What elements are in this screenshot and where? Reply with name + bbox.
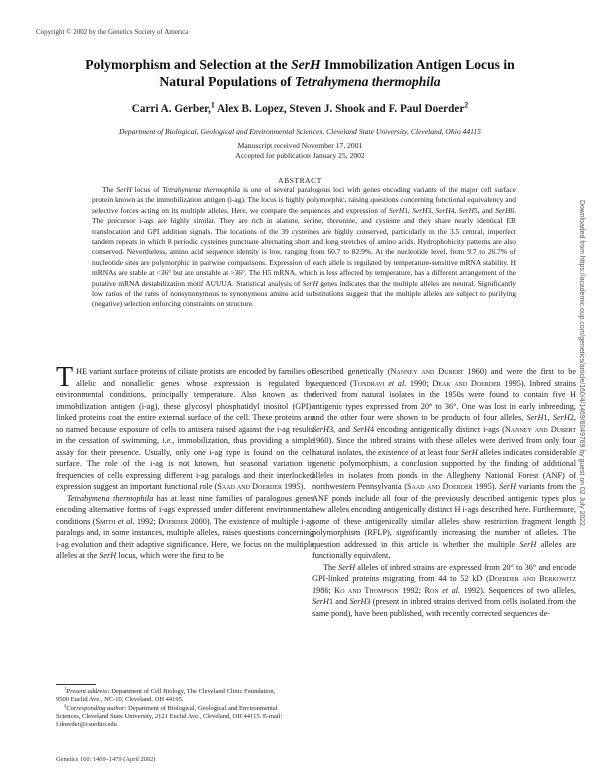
citation: Nanney and Dubert [504, 424, 576, 434]
title-text: Natural Populations of [159, 74, 295, 89]
body-text: HE variant surface proteins of ciliate protists are encoded by families of allelic and nonallelic genes whose expression is regulated by environmental conditions, principally temperature. Also known as the immobilization antigen (i-ag), these glycosyl phosphatidyl inositol (GPI)-linked proteins coat the entire external surface of the cell. These proteins are so named because exposure of cells to antisera raised against the i-ag results in the cessation of swimming, [56, 367, 314, 445]
accepted-date: Accepted for publication January 25, 2002 [235, 151, 365, 160]
species-name: Tetrahymena thermophila [67, 493, 154, 503]
footnote-label: Corresponding author: [66, 704, 127, 712]
gene-name: SerH [526, 413, 544, 422]
citation: Smith [95, 516, 116, 526]
body-text: 1 and [328, 597, 350, 606]
gene-name: SerH [302, 278, 318, 288]
body-italic: i.e. [162, 436, 173, 445]
citation: Saad and Doerder [217, 482, 282, 491]
body-text: has at least nine families of paralogous genes encoding alternative forms of i-ags expressed under different environmental conditions ( [56, 493, 315, 526]
abstract-text: is one of several paralogous loci with genes encoding variants of the major cell surface protein known as the immobilization antigen (i-ag). The locus is highly polymorphic, raising questions concerning functional equivalency and selective forces acting on its multiple alleles. Here, we compare the sequences and expression of [92, 185, 516, 215]
abstract-heading: ABSTRACT [278, 176, 322, 185]
gene-name: SerH [388, 205, 405, 215]
footnote-text: Department of Cell Biology, The Cleveland Clinic Foundation, 9500 Euclid Ave., NC-10, Cleveland, OH 44195. [56, 688, 276, 704]
gene-name: SerH [519, 539, 537, 549]
body-text: 1995). [281, 482, 306, 491]
body-text: 1990; [406, 378, 433, 388]
citation: Doerder [158, 516, 189, 526]
body-text: 1995). Inbred strains derived from natural isolates in the 1950s were found to contain five H antigenic types expressed from 20° to 36°. One was lost in early inbreeding, and the other four were shown to be products of four alleles, [312, 378, 577, 422]
abstract-text: The [102, 185, 117, 194]
gene-name: SerH [412, 205, 428, 215]
et-al: et al. [442, 585, 461, 595]
body-text: variants from the ANF ponds include all four of the previously described antigenic types plus new alleles encoding antigenically distinct H i-ags described here. Furthermore, some of these antigenically similar alleles show restriction fragment length polymorphism (RFLP), significantly increasing the number of alleles. The question addressed in this article is whether the multiple [312, 482, 577, 549]
abstract-text: 4, [450, 205, 459, 215]
abstract-text: 6. The precursor i-ags are highly similar. They are rich in alanine, serine, threonine, and cysteine and they share nearly identical ER translocation and GPI addition signals. The locations of the 39 cysteines are highly conserved, particularly in the 3.5 central, imperfect tandem repeats in which 8 periodic cysteines punctuate alternating short and long stretches of amino acids. Hydrophobicity patterns are also conserved. Nevertheless, amino acid sequence identity is low, ranging from 60.7 to 82.9%. At the nucleotide level, from 9.7 to 26.7% of nucleotide sites are polymorphic in pairwise comparisons. Expression of each allele is regulated by temperature-sensitive mRNA stability. H mRNAs are stable at <36° but are unstable at >36°. The H5 mRNA, which is less affected by temperature, has a different arrangement of the putative mRNA destabilization motif AUUUA. Statistical analysis of [92, 205, 517, 288]
gene-name: SerH [349, 597, 367, 606]
affiliation: Department of Biological, Geological and Environmental Sciences, Cleveland State University, Cleveland, Ohio 44115 [119, 127, 481, 136]
gene-name: SerH [552, 413, 570, 422]
gene-name: SerH [116, 185, 132, 194]
abstract-body [92, 185, 516, 310]
footnote-marker: 1 [210, 100, 215, 110]
body-text: 1, [543, 413, 553, 422]
citation: Saad and Doerder [406, 482, 473, 491]
body-text: 1992; [398, 585, 425, 595]
abstract-text: 1, [404, 205, 413, 215]
received-date: Manuscript received November 17, 2001 [237, 141, 363, 150]
title-text: Polymorphism and Selection at the [85, 57, 292, 72]
footnote-marker: 2 [64, 702, 67, 708]
journal-citation: Genetics 160: 1469–1479 (April 2002) [56, 756, 156, 763]
download-link-text[interactable]: Downloaded from https://academic.oup.com/genetics/article/160/4/1469/6049769 by guest on 02 July 2022 [578, 200, 585, 526]
body-text: locus, which were the first to be [116, 551, 224, 560]
body-text: The [323, 562, 339, 572]
body-text: 1992; [134, 516, 159, 526]
body-text: 2000). The existence of multiple i-ag paralogs and, in some instances, multiple alleles, raises questions concerning i-ag evolution and their adaptive significance. Here, we focus on the multiple alleles at the [56, 516, 315, 560]
article-title [36, 56, 564, 90]
body-text: alleles indicates considerable genetic polymorphism, a conclusion supported by the finding of additional alleles in isolates from ponds in the Allegheny National Forest (ANF) of northwestern Pennsylvania ( [312, 447, 576, 491]
body-text: 1986; [312, 585, 335, 595]
body-text: alleles are functionally equivalent. [312, 539, 576, 560]
gene-name: SerH [495, 205, 511, 215]
abstract-text: genes indicates that the multiple alleles are neutral. Significantly low ratios of the rates of nonsynonymous to synonymous amino acid substitutions suggest that the multiple alleles are subject to purifying (negative) selection enforcing constraints on structure. [92, 278, 516, 309]
et-al: et al. [117, 516, 135, 526]
body-paragraph [312, 562, 576, 620]
author-name: Carri A. Gerber, [131, 103, 211, 115]
gene-name: SerH [312, 597, 329, 606]
citation: Ron [424, 585, 439, 595]
body-column-right [312, 366, 576, 619]
abstract-text: 5, and [474, 205, 496, 215]
copyright-notice: Copyright © 2002 by the Genetics Society of America [36, 28, 189, 36]
body-text: 3, and [328, 424, 353, 434]
footnote-marker: 2 [464, 100, 469, 110]
footnotes [56, 685, 286, 729]
body-text: 1992). Sequences of two alleles, [460, 585, 577, 595]
species-name: Tetrahymena thermophila [162, 185, 241, 194]
body-paragraph [312, 366, 576, 562]
citation: Doerder and Berkowitz [488, 574, 576, 583]
abstract-text: locus of [131, 185, 163, 194]
body-text: 2, [569, 413, 576, 422]
gene-name: SerH [435, 205, 451, 215]
body-text: alleles of inbred strains are expressed from 20° to 36° and encode GPI-linked proteins migrating from 44 to 52 kD ( [312, 562, 577, 583]
footnote-text: Department of Biological, Geological and Environmental Sciences, Cleveland State University, 2121 Euclid Ave., Cleveland, OH 44115. E-mail: f.doerder@csuohio.edu [56, 704, 283, 729]
gene-name: SerH [458, 205, 475, 215]
drop-cap: T [56, 362, 74, 393]
title-text: Immobilization Antigen Locus in [320, 57, 515, 72]
gene-name: SerH [312, 424, 329, 434]
body-text: 1960). Since the inbred strains with these alleles were derived from only four natural isolates, the existence of at least four [312, 436, 576, 457]
citation: Deak and Doerder [432, 378, 501, 388]
gene-name: SerH [499, 482, 517, 491]
et-al: et al. [388, 378, 407, 388]
gene-name: SerH [460, 447, 478, 457]
author-names: Alex B. Lopez, Steven J. Shook and F. Paul Doerder [214, 103, 465, 115]
body-text: 3 (present in inbred strains derived from cells isolated from the same pond), have been published, with recently corrected sequences de- [312, 597, 576, 618]
body-column-left [56, 362, 315, 562]
citation: Tondravi [352, 378, 385, 388]
abstract-text: 3, [427, 205, 436, 215]
author-list [36, 100, 564, 115]
body-paragraph [56, 493, 314, 562]
gene-name: SerH [353, 424, 370, 434]
citation: Nanney and Dubert [390, 367, 464, 376]
body-text: described genetically ( [312, 367, 391, 376]
body-text: , immobilization, thus providing a simple assay for their presence. Usually, only one i-ag type is found on the cell surface. The role of the i-ag is not known, but seasonal variation in frequencies of cells expressing different i-ag paralogs and their interlocked expression suggest an important functional role ( [56, 436, 315, 491]
body-text: 1995). [472, 482, 500, 491]
manuscript-dates [36, 141, 564, 161]
gene-name: SerH [338, 562, 356, 572]
body-text: 1960) and were the first to be sequenced ( [312, 367, 576, 388]
footnote-divider [56, 684, 96, 685]
footnote [56, 702, 286, 730]
footnote-marker: 1 [64, 685, 67, 691]
citation: Ko and Thompson [334, 585, 399, 595]
body-paragraph [56, 362, 315, 493]
download-watermark [578, 200, 592, 660]
footnote-label: Present address: [66, 688, 110, 695]
gene-name: SerH [99, 551, 117, 560]
body-text: 4 encoding antigenically distinct i-ags ( [369, 424, 505, 434]
title-gene-name: SerH [291, 57, 321, 72]
title-species-name: Tetrahymena thermophila [294, 74, 441, 89]
